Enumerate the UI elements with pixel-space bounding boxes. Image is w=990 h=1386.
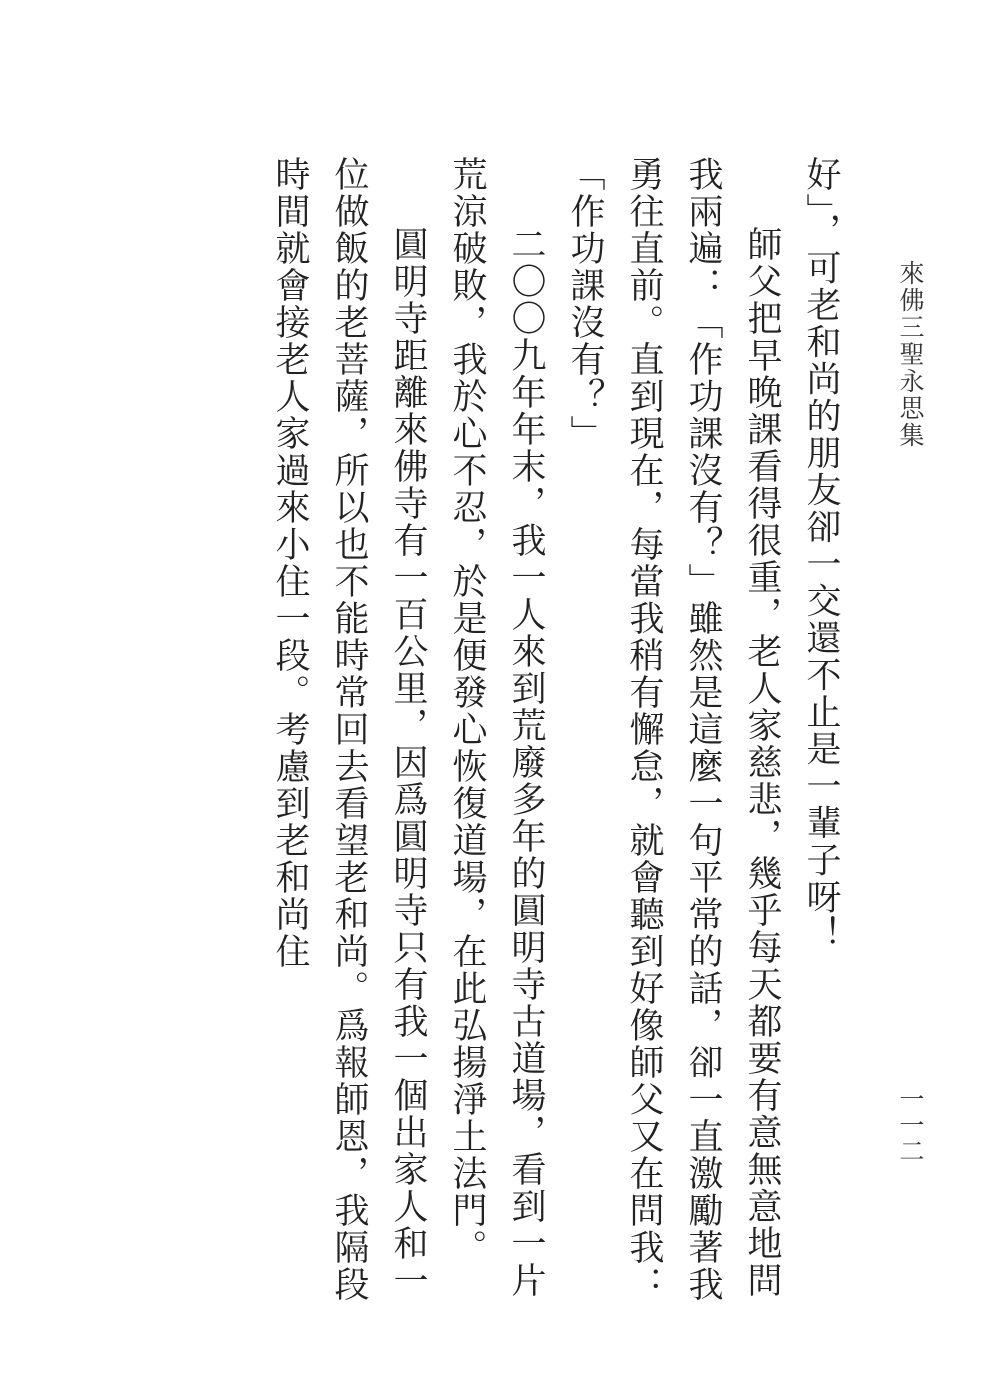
vertical-body-text <box>260 156 850 1306</box>
running-head-title: 來佛三聖永思集 <box>896 260 925 449</box>
paragraph-continuation: 好」，可老和尚的朋友卻一交還不止是一輩子呀！ <box>801 156 841 953</box>
paragraph-morning-evening-practice: 師父把早晚課看得很重，老人家慈悲，幾乎每天都要有意無意地問我兩遍：「作功課沒有？」雖然是這麼一句平常的話，卻一直激勵著我勇往直前。直到現在，每當我稍有懈怠，就會聽到好像師父又在問我：「作功課沒有？」 <box>565 156 782 1303</box>
paragraph-temple-distance: 圓明寺距離來佛寺有一百公里，因爲圓明寺只有我一個出家人和一位做飯的老菩薩，所以也不能時常回去看望老和尚。爲報師恩，我隔段時間就會接老人家過來小住一段。考慮到老和尚住 <box>270 156 428 1303</box>
paragraph-yuanming-temple-restoration: 二〇〇九年年末，我一人來到荒廢多年的圓明寺古道場，看到一片荒涼破敗，我於心不忍，於是便發心恢復道場，在此弘揚淨土法門。 <box>447 156 546 1299</box>
page-number: 一一二 <box>896 1086 925 1164</box>
